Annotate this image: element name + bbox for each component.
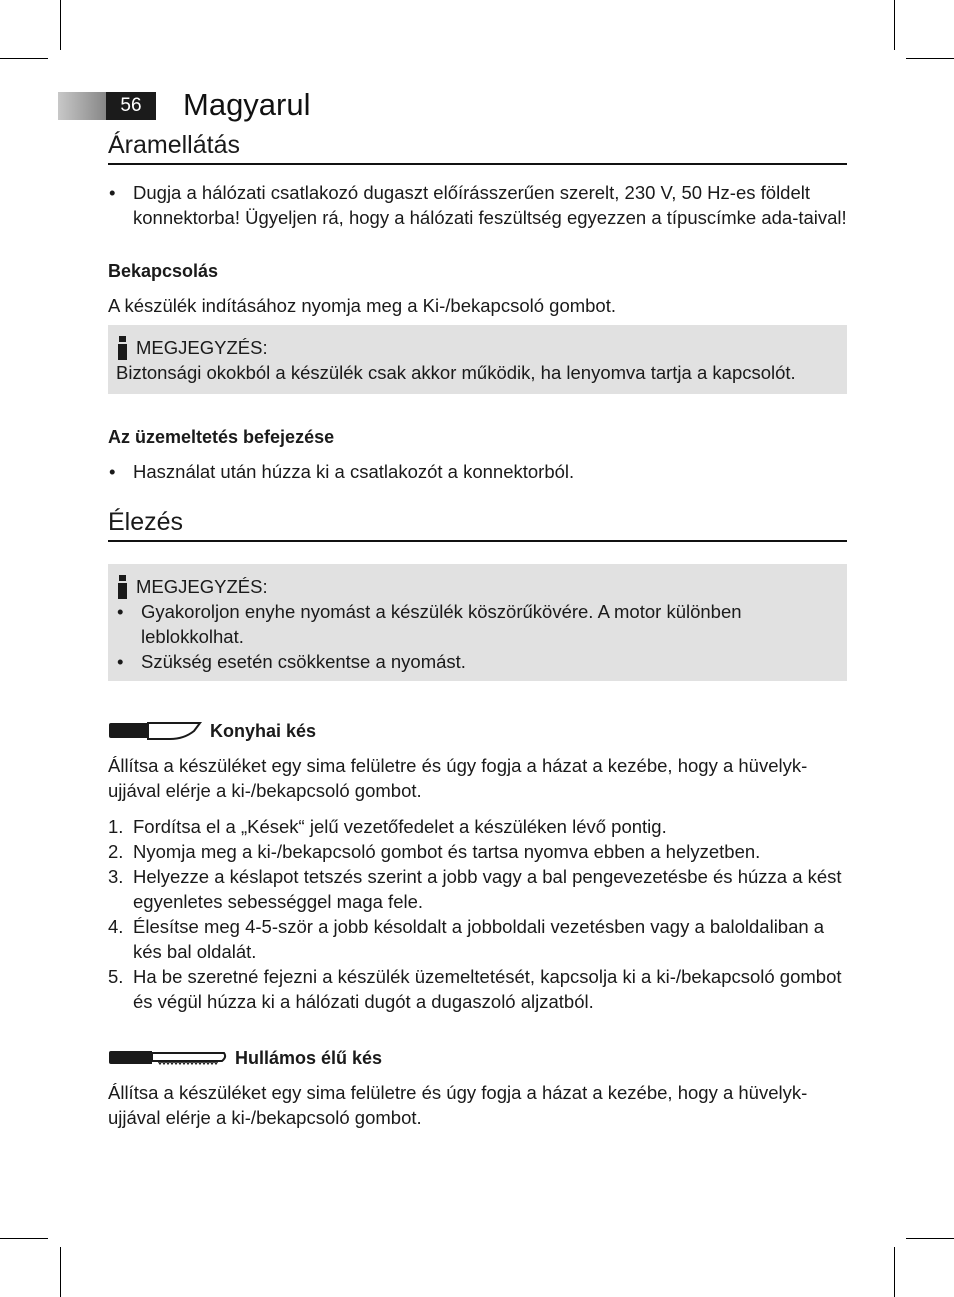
info-icon	[116, 336, 129, 360]
paragraph: Állítsa a készüléket egy sima felületre és úgy fogja a házat a kezébe, hogy a hüvelyk-ujjával elérje a ki-/bekapcsoló gombot.	[108, 755, 808, 801]
info-icon	[116, 575, 129, 599]
list-item	[108, 864, 847, 914]
kitchen-knife-icon	[108, 722, 202, 740]
step-number: 3.	[108, 866, 124, 887]
note-box	[108, 564, 847, 681]
crop-mark	[894, 1247, 895, 1297]
note-box	[108, 325, 847, 394]
section-title-power: Áramellátás	[108, 128, 847, 165]
paragraph: A készülék indításához nyomja meg a Ki-/bekapcsoló gombot.	[108, 295, 617, 316]
subheading-finish: Az üzemeltetés befejezése	[108, 427, 335, 447]
page-number: 56	[106, 92, 156, 120]
serrated-knife-title: Hullámos élű kés	[235, 1048, 383, 1068]
crop-mark	[60, 1247, 61, 1297]
step-number: 2.	[108, 841, 124, 862]
page-language-title: Magyarul	[183, 87, 311, 122]
serrated-knife-icon	[108, 1050, 227, 1066]
step-number: 5.	[108, 966, 124, 987]
crop-mark	[906, 1238, 954, 1239]
list-item	[108, 964, 847, 1014]
crop-mark	[0, 1238, 48, 1239]
step-number: 4.	[108, 916, 124, 937]
note-text: Biztonsági okokból a készülék csak akkor működik, ha lenyomva tartja a kapcsolót.	[116, 362, 796, 383]
crop-mark	[0, 58, 48, 59]
power-bullets	[108, 180, 847, 230]
step-text: Nyomja meg a ki-/bekapcsoló gombot és tartsa nyomva ebben a helyzetben.	[133, 841, 761, 862]
list-item: • Gyakoroljon enyhe nyomást a készülék köszörűkövére. A motor különben leblokkolhat.	[116, 599, 839, 649]
section-title-sharpening: Élezés	[108, 505, 847, 542]
list-item: • Szükség esetén csökkentse a nyomást.	[116, 649, 839, 674]
serrated-knife-heading	[108, 1046, 847, 1070]
list-item: • Használat után húzza ki a csatlakozót a konnektorból.	[108, 459, 847, 484]
finish-bullets	[108, 459, 847, 484]
kitchen-knife-heading	[108, 719, 847, 743]
crop-mark	[60, 0, 61, 50]
step-text: Ha be szeretné fejezni a készülék üzemeltetését, kapcsolja ki a ki-/bekapcsoló gombot és végül húzza ki a hálózati dugót a dugaszoló aljzatból.	[133, 966, 842, 1012]
list-item: • Dugja a hálózati csatlakozó dugaszt előírásszerűen szerelt, 230 V, 50 Hz-es földelt konnektorba! Ügyeljen rá, hogy a hálózati feszültség egyezzen a típuscímke ada-taival!	[108, 180, 847, 230]
step-text: Helyezze a késlapot tetszés szerint a jobb vagy a bal pengevezetésbe és húzza a kést egyenletes sebességgel maga fele.	[133, 866, 842, 912]
page-content	[108, 128, 847, 1130]
note-bullets	[116, 599, 839, 674]
list-item	[108, 814, 847, 839]
crop-mark	[894, 0, 895, 50]
crop-mark	[906, 58, 954, 59]
kitchen-knife-title: Konyhai kés	[210, 721, 317, 741]
list-item	[108, 914, 847, 964]
subheading-switch-on: Bekapcsolás	[108, 261, 219, 281]
step-text: Fordítsa el a „Kések“ jelű vezetőfedelet a készüléken lévő pontig.	[133, 816, 667, 837]
steps-list	[108, 814, 847, 1014]
paragraph: Állítsa a készüléket egy sima felületre és úgy fogja a házat a kezébe, hogy a hüvelyk-ujjával elérje a ki-/bekapcsoló gombot.	[108, 1082, 808, 1128]
note-title: MEGJEGYZÉS:	[136, 576, 268, 597]
step-number: 1.	[108, 816, 124, 837]
step-text: Élesítse meg 4-5-ször a jobb késoldalt a jobboldali vezetésben vagy a baloldaliban a kés bal oldalát.	[133, 916, 825, 962]
note-title: MEGJEGYZÉS:	[136, 337, 268, 358]
page-header	[58, 88, 658, 122]
list-item	[108, 839, 847, 864]
